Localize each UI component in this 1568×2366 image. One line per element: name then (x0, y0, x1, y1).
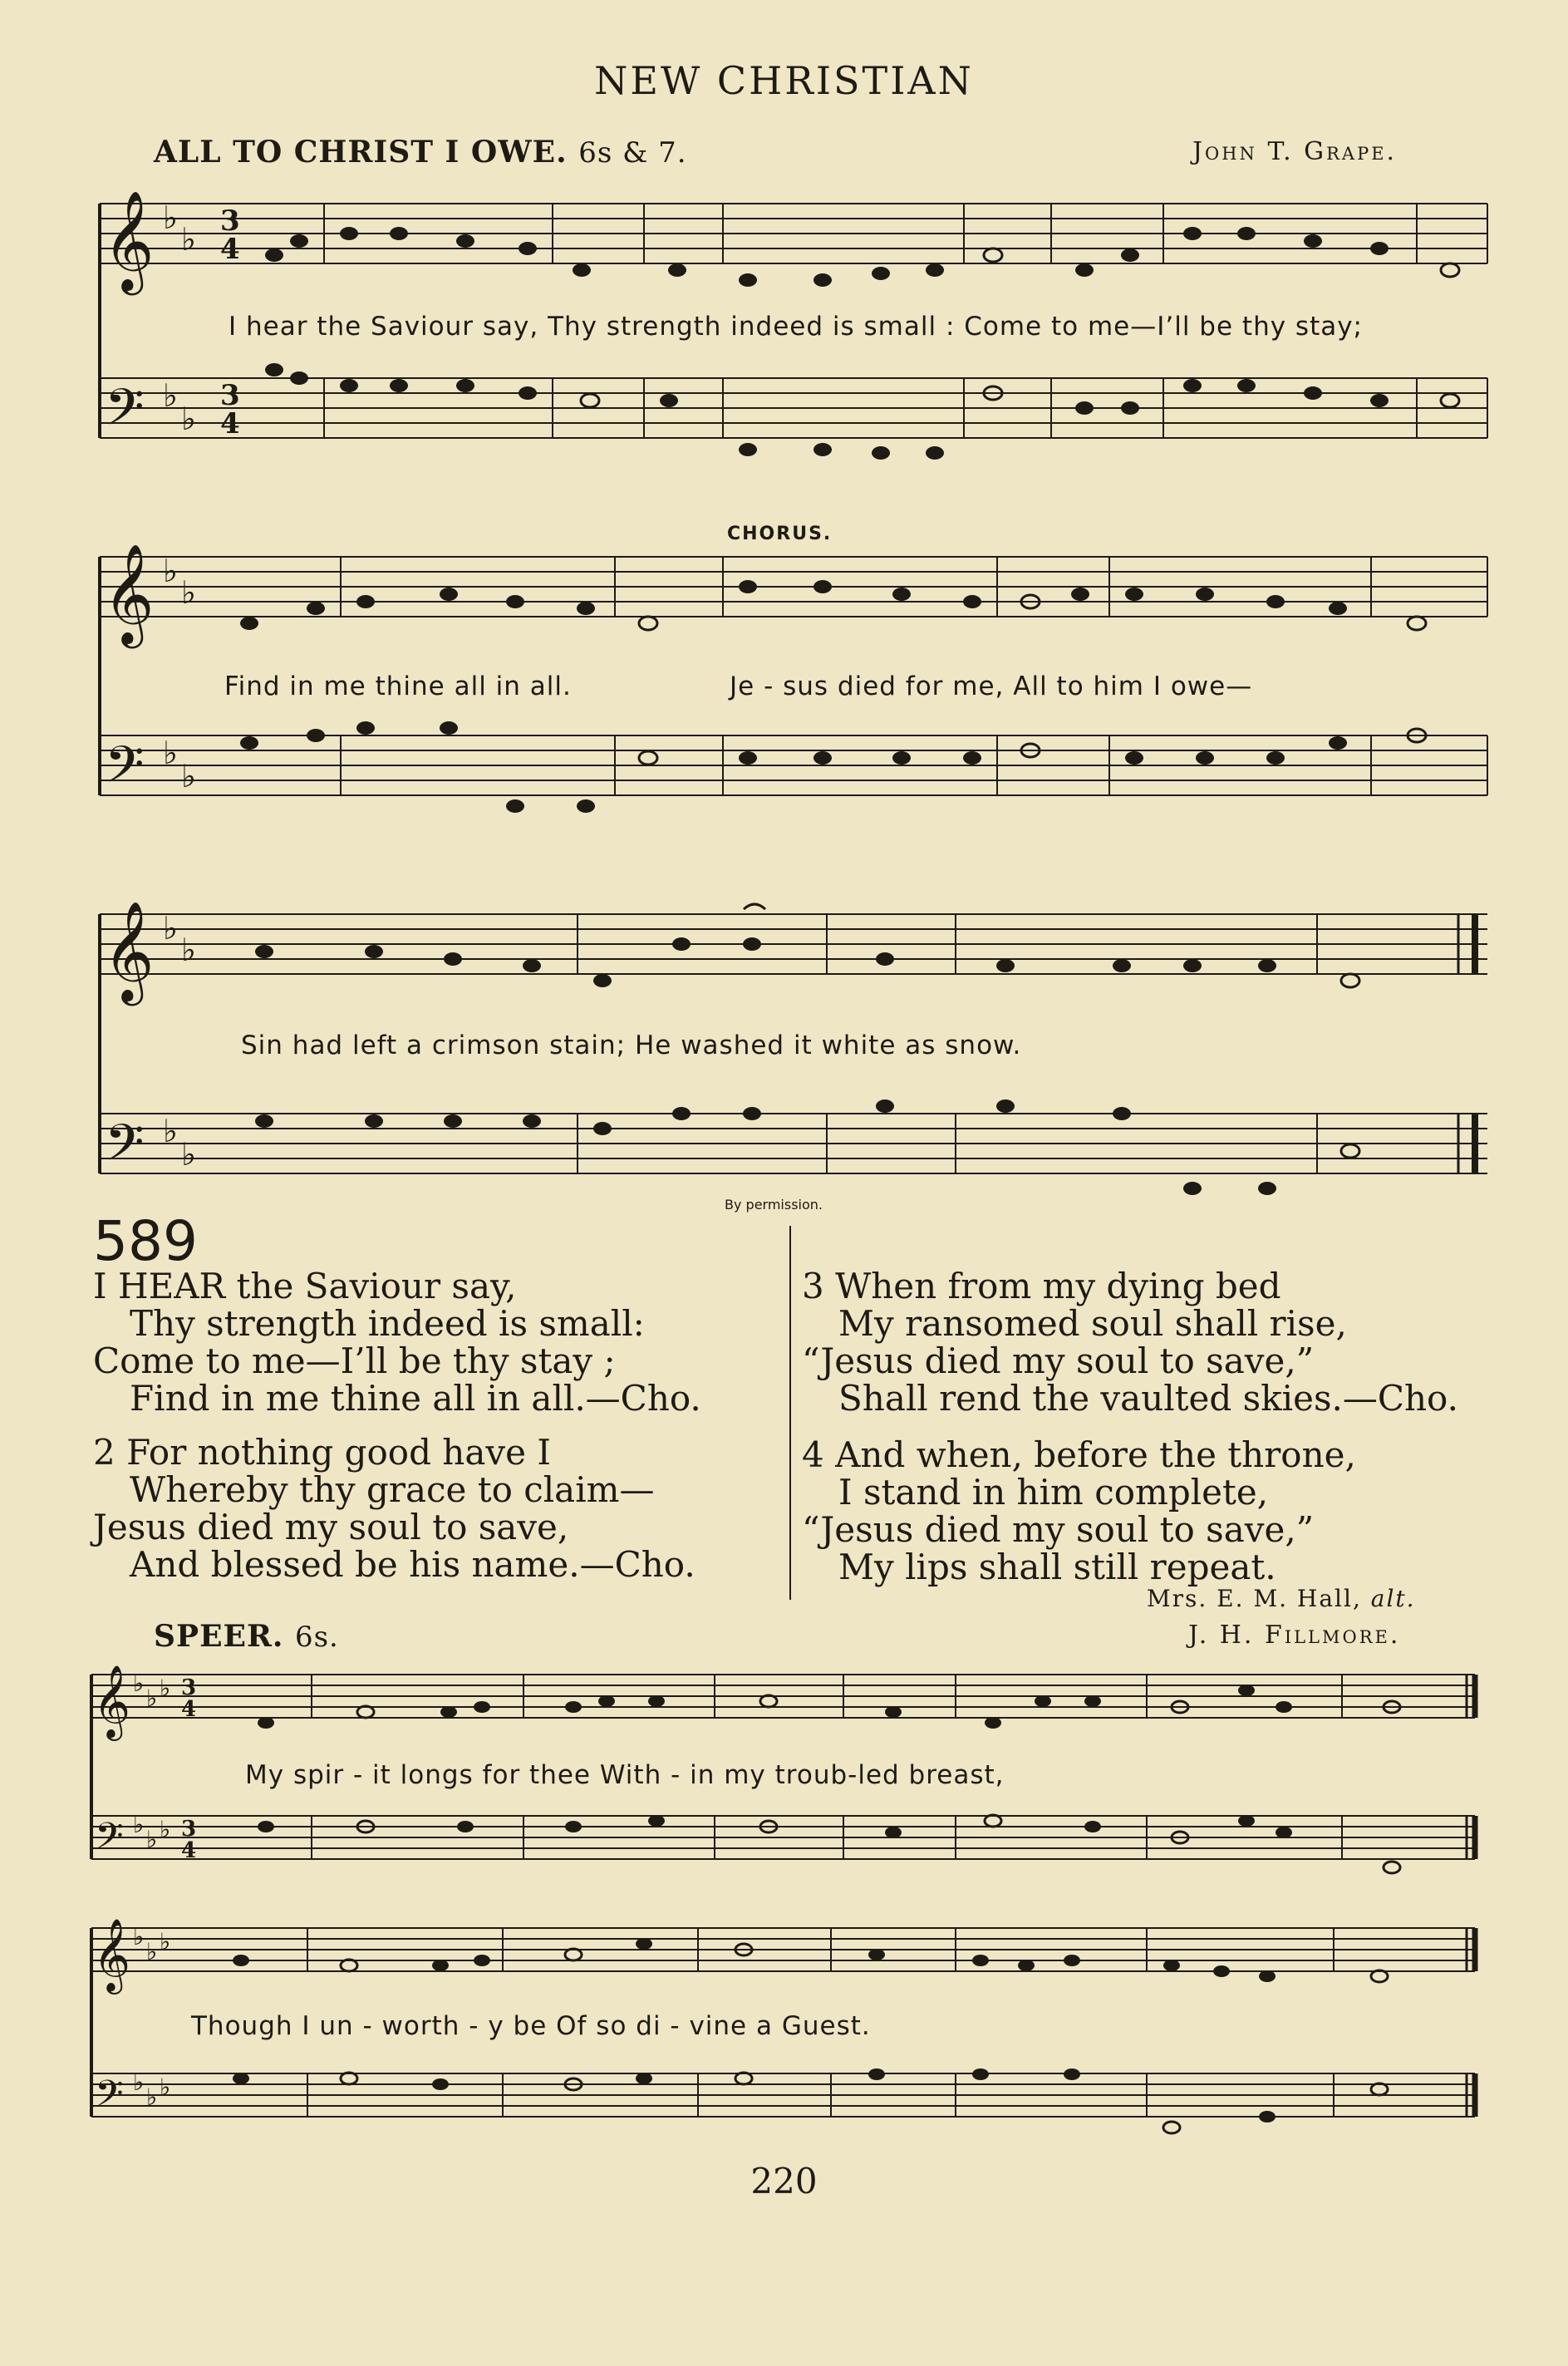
tune2-composer: J. H. Fillmore. (1188, 1621, 1401, 1650)
verse-line: I HEAR the Saviour say, (93, 1266, 517, 1306)
lyric-line-4: Sin had left a crimson stain; He washed it white as snow. (241, 1031, 1022, 1060)
page-header: NEW CHRISTIAN (594, 58, 974, 103)
svg-text:♭: ♭ (181, 1136, 196, 1173)
verse-line: Come to me—I’ll be thy stay ; (93, 1340, 616, 1381)
verse-line: Thy strength indeed is small: (130, 1303, 645, 1344)
svg-text:♭: ♭ (133, 1811, 145, 1838)
verse-line: Whereby thy grace to claim— (130, 1469, 655, 1510)
svg-text:♭: ♭ (146, 1938, 158, 1965)
author-credit (1147, 1585, 1416, 1612)
verse-line: My ransomed soul shall rise, (838, 1303, 1347, 1344)
verse-line: 4 And when, before the throne, (802, 1434, 1356, 1475)
svg-text:♭: ♭ (181, 758, 196, 794)
page-number: 220 (750, 2161, 818, 2201)
svg-text:𝄞: 𝄞 (93, 1917, 130, 1991)
svg-text:♭: ♭ (181, 574, 196, 611)
svg-text:♭: ♭ (163, 553, 178, 589)
tune2-name: SPEER. (154, 1619, 284, 1654)
lyric-line-6: Though I un - worth - y be Of so di - vine a Guest. (191, 2011, 871, 2041)
svg-text:𝄢: 𝄢 (105, 1114, 145, 1185)
lyric-line-3: Je - sus died for me, All to him I owe— (730, 671, 1253, 701)
column-divider (789, 1226, 791, 1600)
tune2-meter: 6s. (294, 1621, 339, 1654)
svg-text:♭: ♭ (181, 932, 196, 968)
svg-text:♭: ♭ (163, 910, 178, 947)
svg-text:4: 4 (220, 407, 240, 440)
verse-line: Shall rend the vaulted skies.—Cho. (838, 1378, 1458, 1419)
tune2-title (154, 1619, 339, 1654)
verse-line: 3 When from my dying bed (802, 1266, 1281, 1306)
svg-text:♭: ♭ (133, 1923, 145, 1950)
verse-line: “Jesus died my soul to save,” (802, 1509, 1315, 1550)
svg-text:♭: ♭ (163, 377, 178, 414)
lyric-line-5: My spir - it longs for thee With - in my troub-led breast, (245, 1760, 1005, 1790)
svg-text:3: 3 (181, 1817, 197, 1842)
svg-text:♭: ♭ (146, 1826, 158, 1853)
svg-text:♭: ♭ (181, 401, 196, 437)
svg-text:♭: ♭ (163, 735, 178, 771)
svg-text:𝄢: 𝄢 (95, 2072, 124, 2124)
verse-line: And blessed be his name.—Cho. (130, 1544, 696, 1585)
tune-name: ALL TO CHRIST I OWE. (154, 135, 568, 170)
svg-text:4: 4 (181, 1697, 197, 1722)
verse-line: My lips shall still repeat. (838, 1547, 1276, 1587)
tune-title (154, 135, 687, 170)
svg-text:♭: ♭ (160, 1816, 171, 1843)
verse-line: Jesus died my soul to save, (93, 1507, 569, 1547)
chorus-label: CHORUS. (727, 524, 833, 544)
verse-3 (802, 1267, 1458, 1417)
lyric-line-2: Find in me thine all in all. (224, 671, 572, 701)
svg-text:𝄞: 𝄞 (93, 1664, 130, 1738)
author-note: alt. (1370, 1585, 1416, 1612)
svg-text:𝄞: 𝄞 (103, 543, 155, 644)
svg-text:4: 4 (220, 233, 240, 266)
svg-text:♭: ♭ (181, 221, 196, 258)
svg-text:4: 4 (181, 1838, 197, 1863)
verse-1 (93, 1267, 701, 1417)
permission-note: By permission. (725, 1197, 823, 1213)
hymn-number: 589 (93, 1209, 198, 1273)
verse-line: Find in me thine all in all.—Cho. (130, 1378, 701, 1419)
svg-text:♭: ♭ (160, 2073, 171, 2101)
svg-text:𝄢: 𝄢 (105, 378, 145, 450)
tune-meter: 6s & 7. (578, 136, 687, 170)
svg-text:♭: ♭ (133, 2068, 145, 2096)
svg-text:𝄞: 𝄞 (103, 900, 155, 1001)
verse-line: 2 For nothing good have I (93, 1432, 551, 1473)
svg-text:♭: ♭ (146, 2083, 158, 2111)
verse-line: I stand in him complete, (838, 1472, 1269, 1513)
svg-text:3: 3 (220, 204, 240, 238)
svg-text:𝄢: 𝄢 (105, 735, 145, 807)
verse-line: “Jesus died my soul to save,” (802, 1340, 1315, 1381)
svg-text:♭: ♭ (163, 199, 178, 236)
svg-text:♭: ♭ (133, 1670, 145, 1697)
svg-text:𝄢: 𝄢 (95, 1814, 124, 1867)
svg-text:♭: ♭ (160, 1675, 171, 1702)
svg-text:𝄞: 𝄞 (103, 189, 155, 291)
lyric-line-1: I hear the Saviour say, Thy strength indeed is small : Come to me—I’ll be thy stay; (229, 312, 1364, 342)
verse-4 (802, 1436, 1356, 1586)
svg-text:3: 3 (181, 1675, 197, 1700)
svg-text:♭: ♭ (163, 1113, 178, 1149)
svg-text:♭: ♭ (146, 1685, 158, 1712)
author-name: Mrs. E. M. Hall, (1147, 1585, 1362, 1612)
verse-2 (93, 1434, 696, 1583)
svg-text:3: 3 (220, 379, 240, 412)
composer-credit: John T. Grape. (1192, 137, 1398, 166)
svg-text:♭: ♭ (160, 1928, 171, 1955)
